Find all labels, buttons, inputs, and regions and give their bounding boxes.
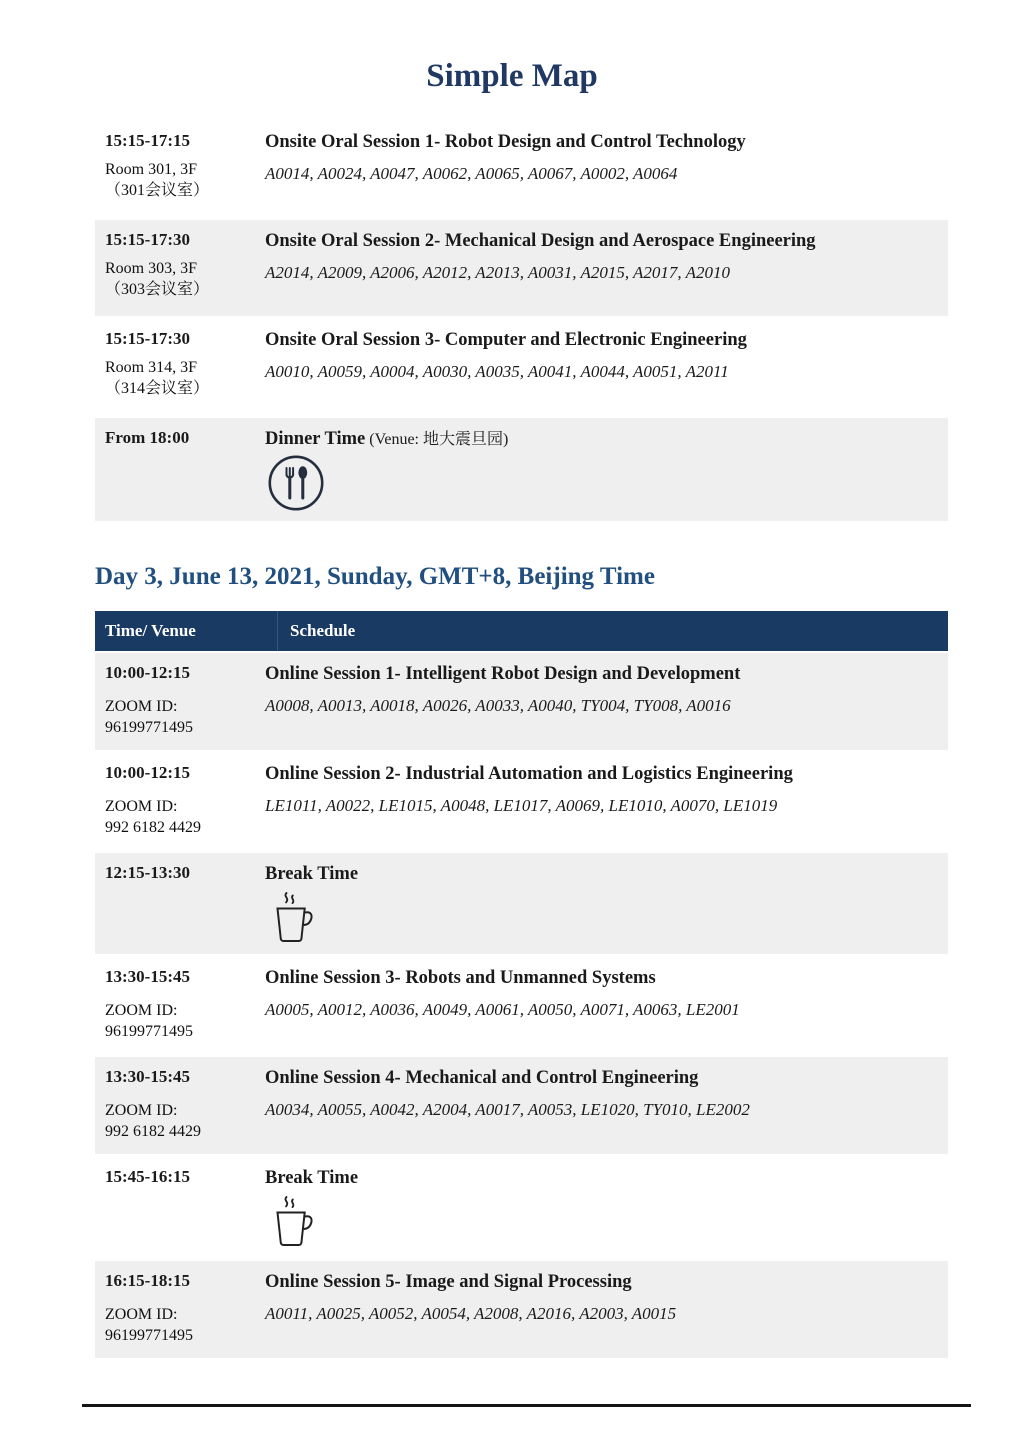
time-venue-cell <box>95 762 257 838</box>
session-title <box>265 427 938 452</box>
time-venue-cell <box>95 966 257 1042</box>
session-title: Onsite Oral Session 1- Robot Design and Control Technology <box>265 132 746 152</box>
page-bottom-rule <box>82 1404 971 1407</box>
zoom-id <box>105 1100 251 1142</box>
zoom-id <box>105 1000 251 1042</box>
dinner-venue-note: (Venue: 地大震旦园) <box>365 431 509 448</box>
paper-codes: A0010, A0059, A0004, A0030, A0035, A0041, A0044, A0051, A2011 <box>265 362 729 381</box>
table-row <box>95 957 948 1054</box>
table-row <box>95 753 948 850</box>
paper-codes: LE1011, A0022, LE1015, A0048, LE1017, A0069, LE1010, A0070, LE1019 <box>265 796 778 815</box>
venue <box>105 357 251 399</box>
dinner-title: Dinner Time <box>265 429 366 449</box>
zoom-id-label: ZOOM ID: <box>105 1306 178 1323</box>
session-title: Onsite Oral Session 3- Computer and Electronic Engineering <box>265 330 747 350</box>
venue <box>105 159 251 201</box>
time-range: 13:30-15:45 <box>105 1067 190 1086</box>
coffee-cup-icon <box>271 889 938 950</box>
session-title: Online Session 2- Industrial Automation and Logistics Engineering <box>265 764 793 784</box>
time-venue-cell <box>95 1166 257 1254</box>
schedule-cell <box>257 328 948 403</box>
day3-table <box>95 611 948 1358</box>
schedule-cell <box>257 662 948 738</box>
venue-line: Room 301, 3F <box>105 161 198 178</box>
table-row <box>95 220 948 316</box>
session-title: Online Session 5- Image and Signal Processing <box>265 1272 632 1292</box>
venue-line: Room 314, 3F <box>105 359 198 376</box>
time-range: 15:45-16:15 <box>105 1167 190 1186</box>
time-range: 15:15-17:30 <box>105 329 190 348</box>
schedule-cell <box>257 762 948 838</box>
paper-codes: A0011, A0025, A0052, A0054, A2008, A2016, A2003, A0015 <box>265 1304 677 1323</box>
page-title: Simple Map <box>426 58 598 94</box>
zoom-id-number: 96199771495 <box>105 719 193 736</box>
time-venue-cell <box>95 130 257 205</box>
time-venue-cell <box>95 229 257 304</box>
venue <box>105 258 251 300</box>
time-venue-cell <box>95 862 257 950</box>
table-row <box>95 653 948 750</box>
schedule-cell <box>257 229 948 304</box>
session-title: Online Session 3- Robots and Unmanned Systems <box>265 968 656 988</box>
break-title: Break Time <box>265 1168 359 1188</box>
table-row-break <box>95 1157 948 1258</box>
schedule-cell <box>257 966 948 1042</box>
simple-map-table <box>95 121 948 521</box>
time-venue-cell <box>95 662 257 738</box>
zoom-id <box>105 696 251 738</box>
day3-heading: Day 3, June 13, 2021, Sunday, GMT+8, Beijing Time <box>95 563 655 590</box>
venue-line: Room 303, 3F <box>105 260 198 277</box>
zoom-id-number: 992 6182 4429 <box>105 1123 201 1140</box>
schedule-cell <box>257 862 948 950</box>
paper-codes: A0005, A0012, A0036, A0049, A0061, A0050, A0071, A0063, LE2001 <box>265 1000 740 1019</box>
zoom-id-label: ZOOM ID: <box>105 1102 178 1119</box>
schedule-cell <box>257 130 948 205</box>
zoom-id-label: ZOOM ID: <box>105 698 178 715</box>
table-row <box>95 121 948 217</box>
schedule-cell <box>257 1166 948 1254</box>
time-venue-cell <box>95 1066 257 1142</box>
table-row <box>95 1261 948 1358</box>
time-range: 16:15-18:15 <box>105 1271 190 1290</box>
table-row-break <box>95 853 948 954</box>
column-divider <box>277 611 278 651</box>
venue-line: （314会议室） <box>105 380 210 397</box>
paper-codes: A0008, A0013, A0018, A0026, A0033, A0040, TY004, TY008, A0016 <box>265 696 731 715</box>
paper-codes: A2014, A2009, A2006, A2012, A2013, A0031, A2015, A2017, A2010 <box>265 263 731 282</box>
time-venue-cell <box>95 328 257 403</box>
time-range: 10:00-12:15 <box>105 663 190 682</box>
schedule-cell <box>257 427 948 517</box>
time-range: 15:15-17:30 <box>105 230 190 249</box>
time-range: From 18:00 <box>105 428 190 447</box>
time-venue-cell <box>95 427 257 517</box>
zoom-id-number: 96199771495 <box>105 1327 193 1344</box>
session-title: Online Session 4- Mechanical and Control Engineering <box>265 1068 699 1088</box>
time-range: 13:30-15:45 <box>105 967 190 986</box>
header-time-venue: Time/ Venue <box>105 621 196 640</box>
venue-line: （301会议室） <box>105 182 210 199</box>
session-title: Online Session 1- Intelligent Robot Design and Development <box>265 664 741 684</box>
paper-codes: A0014, A0024, A0047, A0062, A0065, A0067, A0002, A0064 <box>265 164 678 183</box>
zoom-id-number: 96199771495 <box>105 1023 193 1040</box>
zoom-id <box>105 1304 251 1346</box>
zoom-id-label: ZOOM ID: <box>105 1002 178 1019</box>
header-schedule <box>257 611 948 651</box>
table-row-dinner <box>95 418 948 521</box>
schedule-cell <box>257 1066 948 1142</box>
time-range: 10:00-12:15 <box>105 763 190 782</box>
table-row <box>95 1057 948 1154</box>
break-title: Break Time <box>265 864 359 884</box>
session-title: Onsite Oral Session 2- Mechanical Design and Aerospace Engineering <box>265 231 816 251</box>
schedule-cell <box>257 1270 948 1346</box>
time-range: 12:15-13:30 <box>105 863 190 882</box>
table-header-row <box>95 611 948 651</box>
paper-codes: A0034, A0055, A0042, A2004, A0017, A0053, LE1020, TY010, LE2002 <box>265 1100 750 1119</box>
coffee-cup-icon <box>271 1193 938 1254</box>
zoom-id-number: 992 6182 4429 <box>105 819 201 836</box>
zoom-id <box>105 796 251 838</box>
venue-line: （303会议室） <box>105 281 210 298</box>
header-schedule-label: Schedule <box>290 621 356 640</box>
dinner-icon <box>267 454 938 517</box>
time-venue-cell <box>95 1270 257 1346</box>
zoom-id-label: ZOOM ID: <box>105 798 178 815</box>
time-range: 15:15-17:15 <box>105 131 190 150</box>
table-row <box>95 319 948 415</box>
